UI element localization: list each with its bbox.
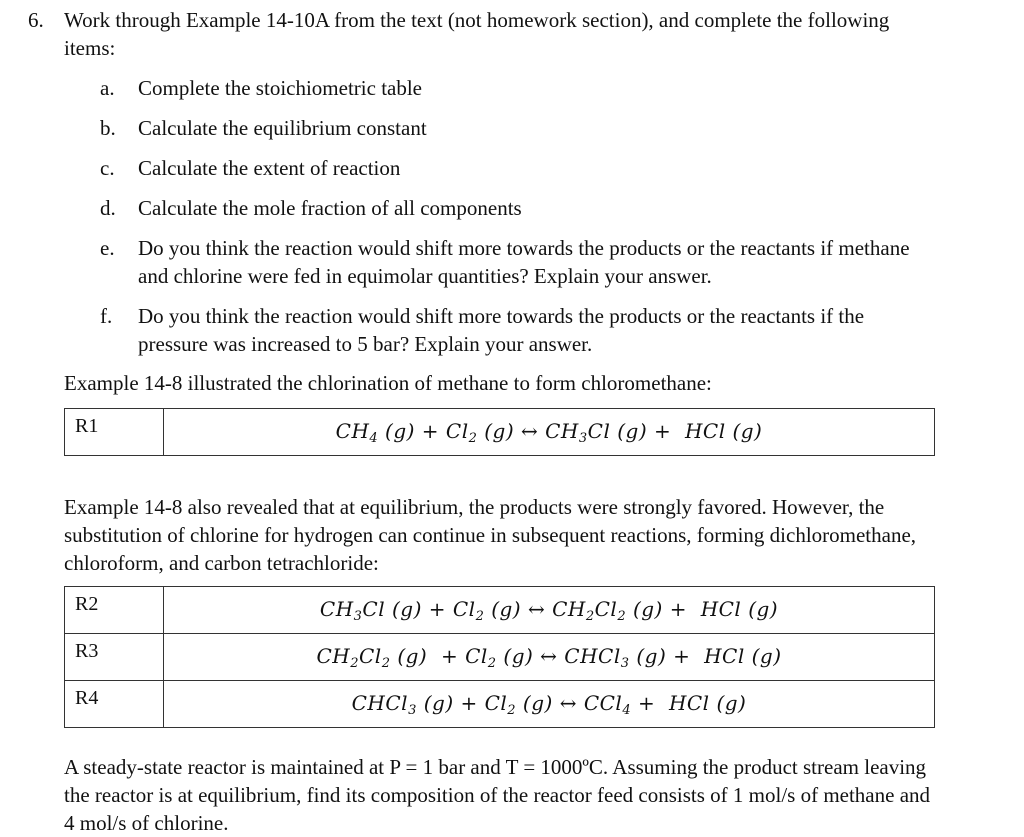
reaction-equation: $CH_4$ $(g) + Cl_2$ (g) ↔ $CH_3Cl$ (g) + HCl (g) xyxy=(164,409,935,456)
item-text: Complete the stoichiometric table xyxy=(138,76,423,100)
item-text: Calculate the extent of reaction xyxy=(138,156,401,180)
intro-paragraph-1: Example 14-8 illustrated the chlorination of methane to form chloromethane: xyxy=(64,371,712,395)
item-letter: f. xyxy=(100,304,113,328)
closing-paragraph: A steady-state reactor is maintained at P = 1 bar and T = 1000ºC. Assuming the product stream leaving the reactor is at equilibrium, find its composition of the reactor feed consists of 1 mol/s of methane and 4 mol/s of chlorine. xyxy=(64,755,931,835)
item-text: Calculate the equilibrium constant xyxy=(138,116,427,140)
question-text: Work through Example 14-10A from the text (not homework section), and complete the following items: xyxy=(64,8,890,60)
reaction-row-r3 xyxy=(65,634,935,681)
item-letter: b. xyxy=(100,116,116,140)
item-letter: a. xyxy=(100,76,115,100)
reaction-table-2 xyxy=(64,586,935,728)
item-letter: e. xyxy=(100,236,115,260)
reaction-row-r2 xyxy=(65,587,935,634)
reaction-row-r4 xyxy=(65,681,935,728)
item-text: Do you think the reaction would shift more towards the products or the reactants if methane and chlorine were fed in equimolar quantities? Explain your answer. xyxy=(138,236,910,288)
item-text: Do you think the reaction would shift more towards the products or the reactants if the pressure was increased to 5 bar? Explain your answer. xyxy=(138,304,865,356)
reaction-row-r1 xyxy=(65,409,935,456)
reaction-table-1 xyxy=(64,408,935,456)
reaction-equation: $CH_3Cl$ $(g) + Cl_2$ (g) ↔ $CH_2Cl_2$ (g) + HCl (g) xyxy=(164,587,935,634)
item-letter: c. xyxy=(100,156,115,180)
reaction-label: R3 xyxy=(65,634,164,681)
reaction-label: R1 xyxy=(65,409,164,456)
item-letter: d. xyxy=(100,196,116,220)
reaction-label: R2 xyxy=(65,587,164,634)
reaction-label: R4 xyxy=(65,681,164,728)
reaction-equation: $CH_2Cl_2$ $(g) + Cl_2$ (g) ↔ CHCl$_3$ (g) + HCl (g) xyxy=(164,634,935,681)
reaction-equation: CHCl$_3$ $(g) + Cl_2$ (g) ↔ CCl$_4$ + HCl (g) xyxy=(164,681,935,728)
intro-paragraph-2: Example 14-8 also revealed that at equilibrium, the products were strongly favored. However, the substitution of chlorine for hydrogen can continue in subsequent reactions, forming dichloromethane, chloroform, and carbon tetrachloride: xyxy=(64,495,917,575)
question-number: 6. xyxy=(28,8,44,32)
item-text: Calculate the mole fraction of all components xyxy=(138,196,522,220)
